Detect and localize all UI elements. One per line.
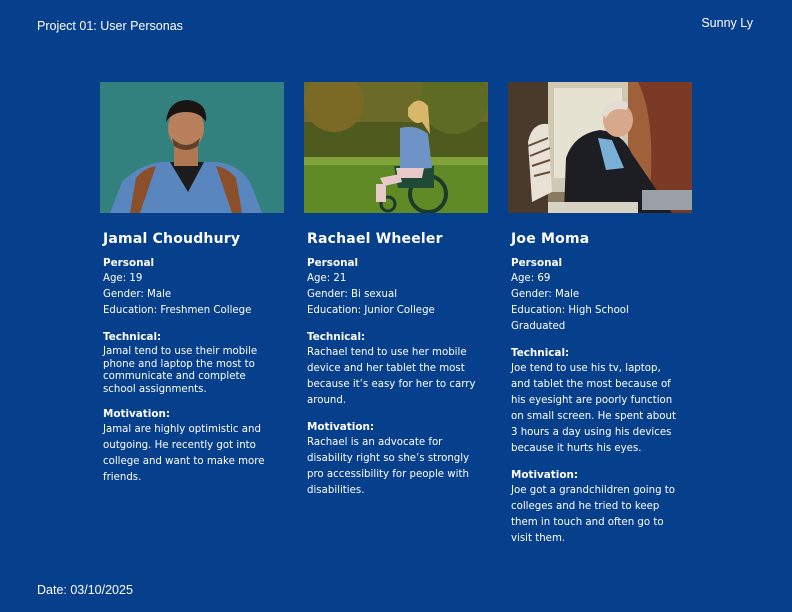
- personal-age: Age: 21: [307, 273, 347, 284]
- personal-education: Education: Junior College: [307, 305, 435, 316]
- motivation-line: disability right so she’s strongly: [307, 453, 470, 464]
- page-title: Project 01: User Personas: [37, 19, 183, 33]
- persona-card-rachael: [304, 82, 488, 499]
- personal-heading: Personal: [307, 257, 359, 269]
- motivation-line: visit them.: [511, 533, 566, 544]
- personal-gender: Gender: Male: [511, 289, 580, 300]
- personal-education: Graduated: [511, 321, 566, 332]
- personal-gender: Gender: Male: [103, 289, 172, 300]
- persona-name: Jamal Choudhury: [103, 231, 241, 247]
- motivation-line: outgoing. He recently got into: [103, 440, 256, 451]
- technical-line: device and her tablet the most: [307, 363, 465, 374]
- technical-heading: Technical:: [103, 331, 162, 343]
- personal-education: Education: High School: [511, 305, 629, 316]
- motivation-line: them in touch and often go to: [511, 517, 664, 528]
- technical-line: phone and laptop the most to: [103, 358, 255, 370]
- persona-photo-jamal: [100, 82, 284, 213]
- technical-line: Jamal tend to use their mobile: [103, 346, 258, 357]
- technical-line: because it hurts his eyes.: [511, 443, 642, 454]
- motivation-heading: Motivation:: [103, 408, 171, 420]
- technical-heading: Technical:: [511, 347, 570, 359]
- motivation-section: [103, 406, 284, 486]
- personal-heading: Personal: [103, 257, 155, 269]
- motivation-section: [511, 467, 692, 547]
- technical-line: because it’s easy for her to carry: [307, 379, 476, 390]
- motivation-line: Rachael is an advocate for: [307, 437, 443, 448]
- personal-age: Age: 69: [511, 273, 551, 284]
- motivation-line: friends.: [103, 472, 142, 483]
- persona-photo-rachael: [304, 82, 488, 213]
- technical-line: his eyesight are poorly function: [511, 395, 673, 406]
- personal-section: [103, 255, 284, 319]
- persona-name: Joe Moma: [511, 231, 590, 247]
- technical-line: school assignments.: [103, 383, 207, 395]
- persona-photo-joe: [508, 82, 692, 213]
- personal-gender: Gender: Bi sexual: [307, 289, 398, 300]
- technical-line: around.: [307, 395, 347, 406]
- personal-age: Age: 19: [103, 273, 143, 284]
- motivation-line: Joe got a grandchildren going to: [511, 485, 676, 496]
- personal-heading: Personal: [511, 257, 563, 269]
- technical-line: Joe tend to use his tv, laptop,: [511, 363, 661, 374]
- technical-section: [307, 329, 488, 409]
- motivation-heading: Motivation:: [307, 421, 375, 433]
- motivation-line: pro accessibility for people with: [307, 469, 469, 480]
- motivation-line: college and want to make more: [103, 456, 265, 467]
- persona-card-joe: [508, 82, 692, 547]
- technical-section: [511, 345, 692, 457]
- author-name: Sunny Ly: [701, 16, 753, 30]
- technical-heading: Technical:: [307, 331, 366, 343]
- technical-section: [103, 329, 284, 396]
- technical-line: communicate and complete: [103, 371, 246, 382]
- technical-line: on small screen. He spent about: [511, 411, 676, 422]
- personal-section: [307, 255, 488, 319]
- footer-date: Date: 03/10/2025: [37, 583, 133, 597]
- motivation-heading: Motivation:: [511, 469, 579, 481]
- motivation-line: disabilities.: [307, 485, 365, 496]
- motivation-section: [307, 419, 488, 499]
- motivation-line: colleges and he tried to keep: [511, 501, 660, 512]
- personal-education: Education: Freshmen College: [103, 305, 252, 316]
- technical-line: Rachael tend to use her mobile: [307, 347, 467, 358]
- technical-line: and tablet the most because of: [511, 379, 671, 390]
- motivation-line: Jamal are highly optimistic and: [103, 424, 261, 435]
- persona-name: Rachael Wheeler: [307, 231, 443, 247]
- personal-section: [511, 255, 692, 335]
- persona-card-jamal: [100, 82, 284, 486]
- technical-line: 3 hours a day using his devices: [511, 427, 672, 438]
